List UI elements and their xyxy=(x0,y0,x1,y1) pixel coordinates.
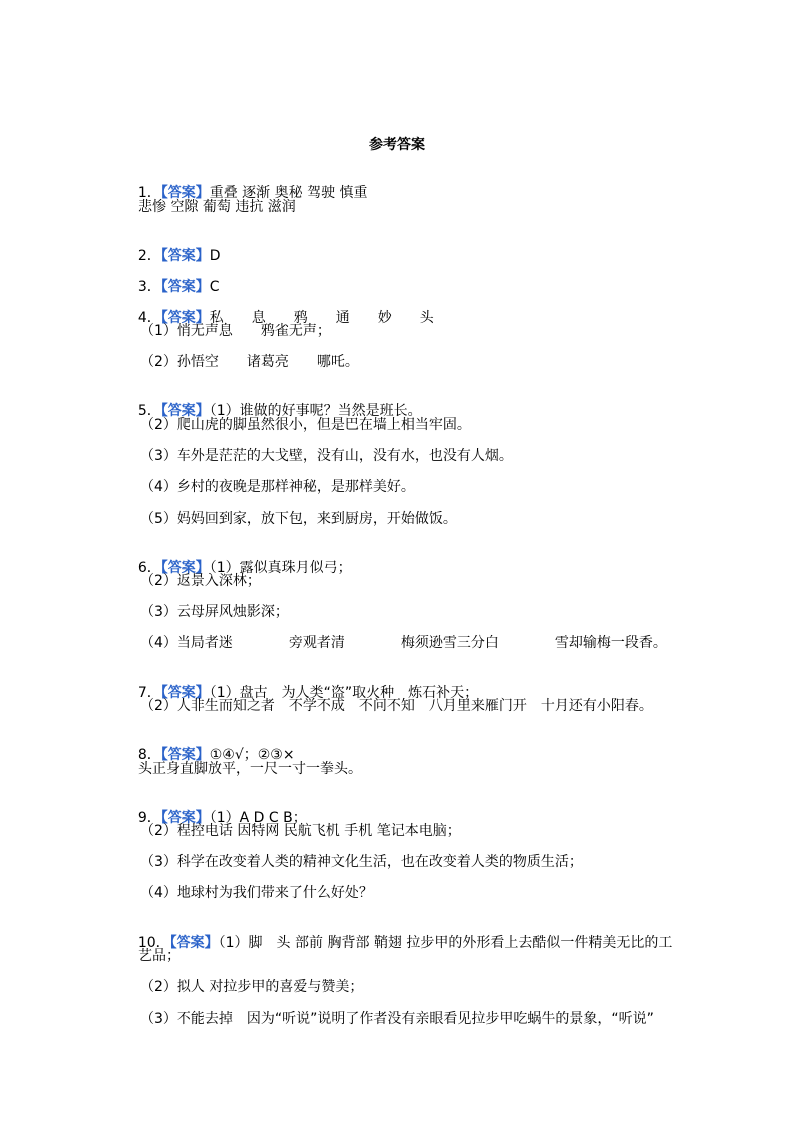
answer-line: （2）爬山虎的脚虽然很小，但是巴在墙上相当牢固。 xyxy=(140,417,471,433)
answer-line: （3）不能去掉 因为“听说”说明了作者没有亲眼看见拉步甲吃蜗牛的景象，“听说” xyxy=(140,1011,654,1027)
answer-text: C xyxy=(209,279,220,295)
answer-line: 头正身直脚放平，一尺一寸一拳头。 xyxy=(138,761,362,777)
answer-tag: 【答案】 xyxy=(160,248,210,264)
answer-line: （2）人非生而知之者 不学不成 不问不知 八月里来雁门开 十月还有小阳春。 xyxy=(140,698,653,714)
answer-line: （3）车外是茫茫的大戈壁，没有山，没有水，也没有人烟。 xyxy=(140,448,513,464)
answer-tag: 【答案】 xyxy=(160,560,210,576)
answer-tag: 【答案】 xyxy=(160,810,210,826)
answer-text: D xyxy=(209,248,221,264)
answer-line: （5）妈妈回到家，放下包，来到厨房，开始做饭。 xyxy=(140,511,457,527)
answer-item-10 xyxy=(120,916,672,970)
item-number: 5． xyxy=(137,403,161,419)
answer-line: （4）乡村的夜晚是那样神秘，是那样美好。 xyxy=(140,479,415,495)
answer-line: （3）科学在改变着人类的精神文化生活，也在改变着人类的物质生活； xyxy=(140,854,583,870)
answer-text: （1）A D C B； xyxy=(209,810,307,826)
answer-text: （1）脚 头 部前 胸背部 鞘翅 拉步甲的外形看上去酷似一件精美无比的工 xyxy=(218,935,673,951)
item-number: 4． xyxy=(137,310,161,326)
item-number: 9． xyxy=(137,810,161,826)
answer-text: （1）露似真珠月似弓； xyxy=(209,560,352,576)
answer-line: 悲惨 空隙 葡萄 违抗 滋润 xyxy=(138,199,296,215)
answer-text: 私 息 鸦 通 妙 头 xyxy=(209,310,434,326)
item-number: 10． xyxy=(137,935,170,951)
answer-tag: 【答案】 xyxy=(169,935,219,951)
item-number: 1． xyxy=(137,185,161,201)
answer-line: （2）孙悟空 诸葛亮 哪吒。 xyxy=(140,354,359,370)
answer-text: （1）盘古 为人类“盗”取火种 炼石补天； xyxy=(209,685,479,701)
answer-line: （2）拟人 对拉步甲的喜爱与赞美； xyxy=(140,979,364,995)
item-number: 6． xyxy=(137,560,161,576)
answer-tag: 【答案】 xyxy=(160,403,210,419)
answer-tag: 【答案】 xyxy=(160,310,210,326)
answer-text: 重叠 逐渐 奥秘 驾驶 慎重 xyxy=(209,185,368,201)
item-number: 8． xyxy=(137,747,161,763)
answer-line: （4）地球村为我们带来了什么好处？ xyxy=(140,885,373,901)
answer-tag: 【答案】 xyxy=(160,279,210,295)
answer-line: （1）悄无声息 鸦雀无声； xyxy=(140,323,331,339)
answer-line: 艺品； xyxy=(138,948,180,964)
answer-text: （1）谁做的好事呢？当然是班长。 xyxy=(209,403,422,419)
answer-line: （4）当局者迷 旁观者清 梅须逊雪三分白 雪却输梅一段香。 xyxy=(140,635,667,651)
answer-text: ①④√；②③× xyxy=(209,747,295,763)
item-number: 7． xyxy=(137,685,161,701)
answer-line: （3）云母屏风烛影深； xyxy=(140,604,289,620)
answer-tag: 【答案】 xyxy=(160,747,210,763)
item-number: 2． xyxy=(137,248,161,264)
answer-tag: 【答案】 xyxy=(160,685,210,701)
answer-tag: 【答案】 xyxy=(160,185,210,201)
answer-line: （2）返景入深林； xyxy=(140,573,261,589)
item-number: 3． xyxy=(137,279,161,295)
answer-line: （2）程控电话 因特网 民航飞机 手机 笔记本电脑； xyxy=(140,823,461,839)
page-title: 参考答案 xyxy=(369,137,425,153)
